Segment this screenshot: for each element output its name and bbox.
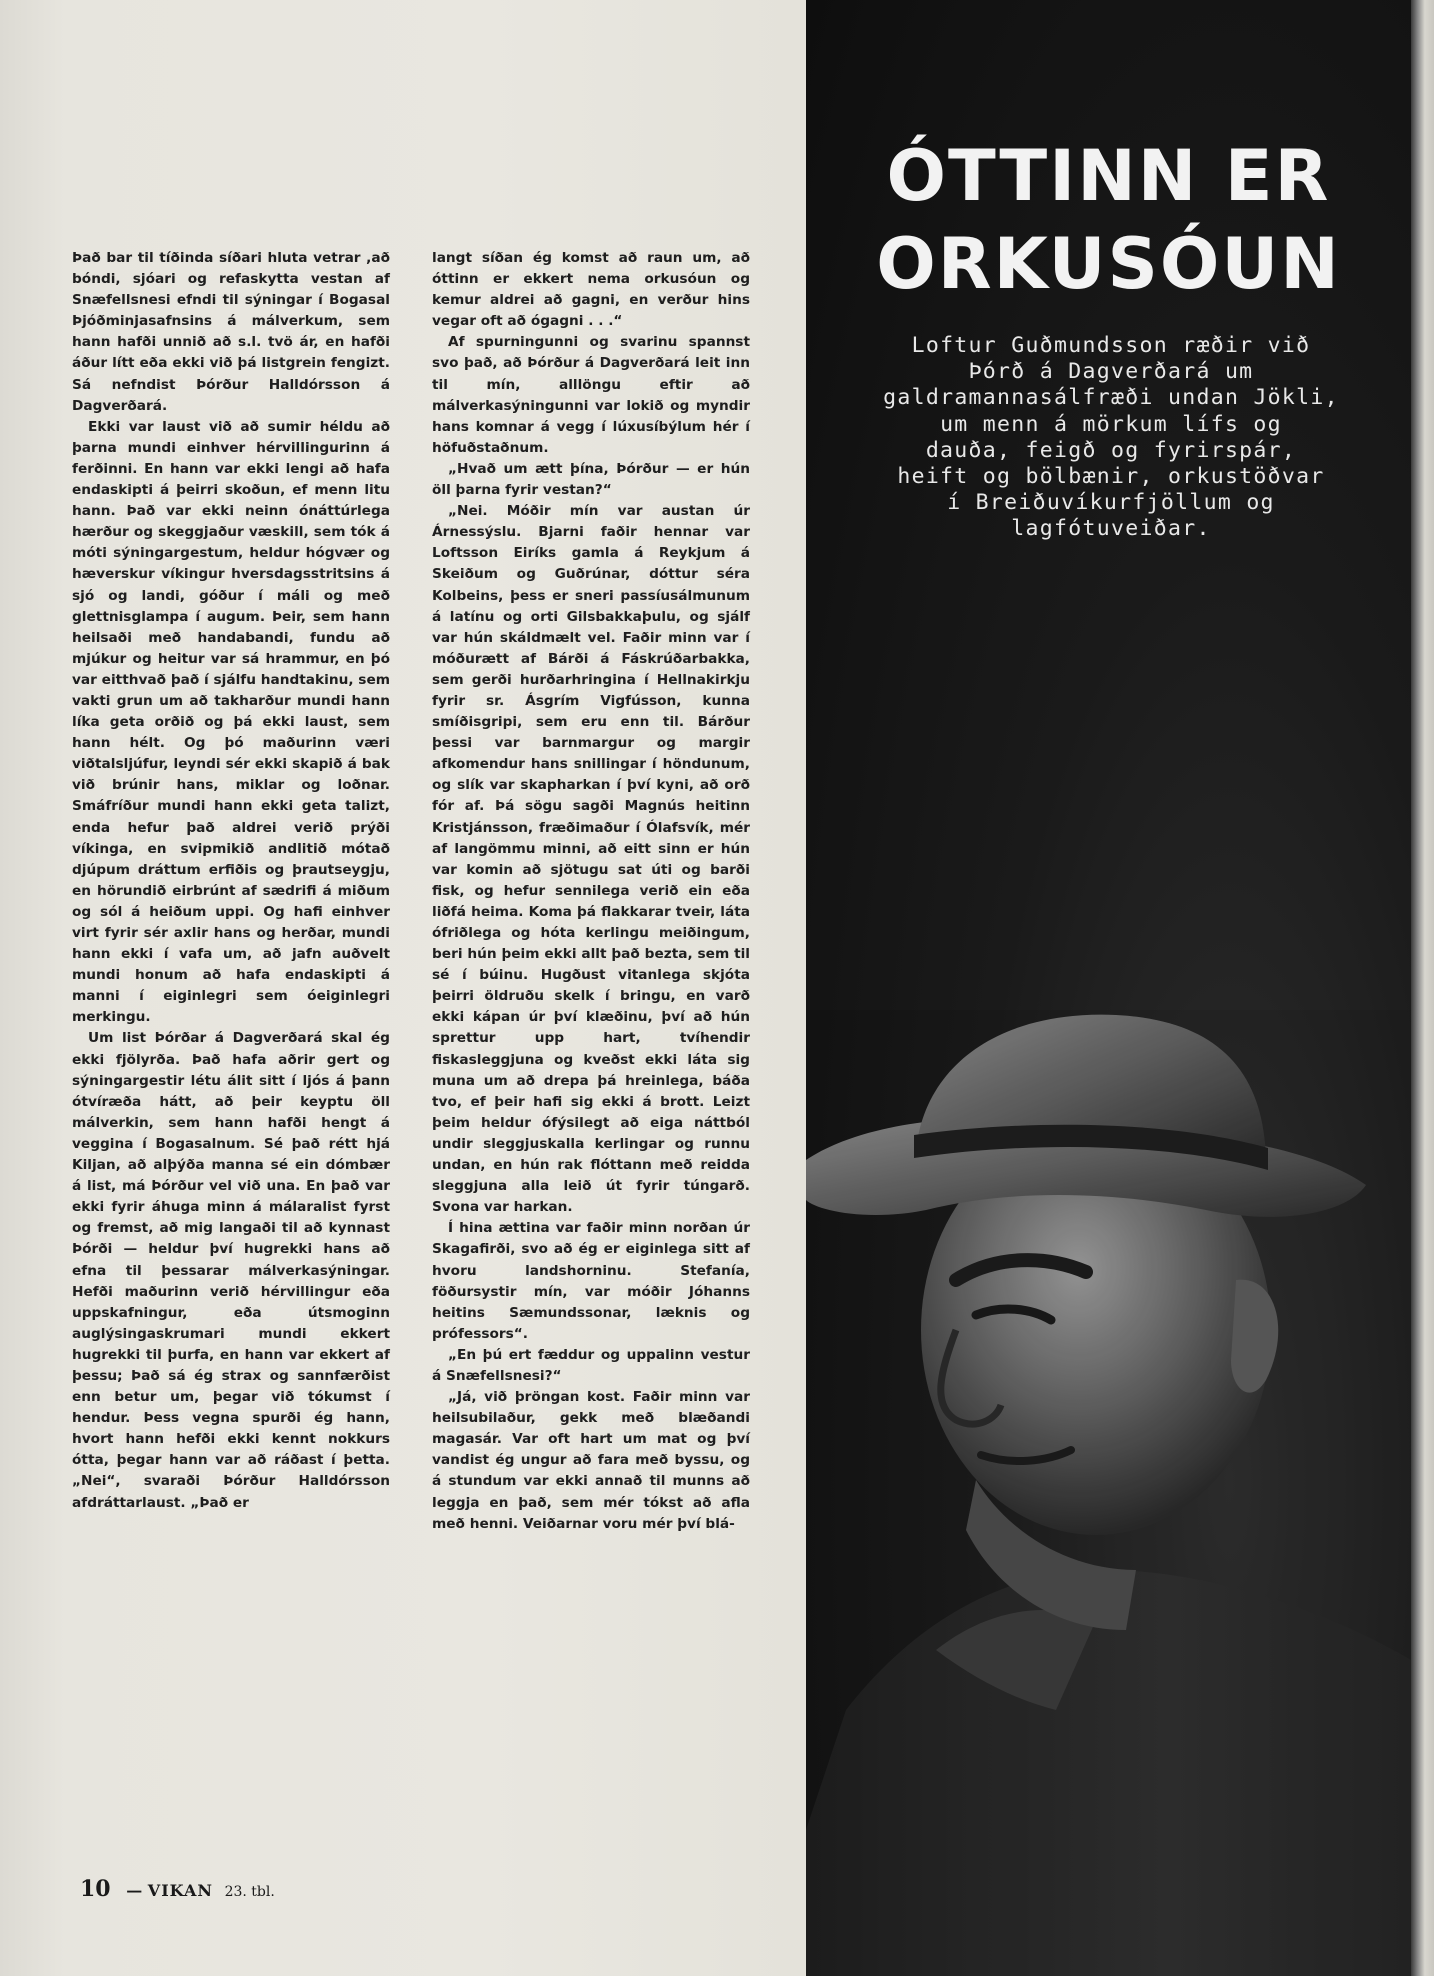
issue-number: 23. tbl.	[224, 1884, 275, 1900]
subtitle-line: Þórð á Dagverðará um	[968, 359, 1254, 385]
subtitle-line: galdramannasálfræði undan Jökli,	[883, 385, 1339, 411]
paragraph: „Nei. Móðir mín var austan úr Árnessýslu. Bjarni faðir hennar var Loftsson Eiríks gamla á Reykjum á Skeiðum og Guðrúnar, dóttur séra Kolbeins, þess er sneri passíusálmunum á latínu og orti Gilsbakkaþulu, og sjálf var hún skáldmælt vel. Faðir minn var í móðurætt af Bárði á Fáskrúðarbakka, sem gerði hurðarhringina í Hellnakirkju fyrir sr. Ásgrím Vigfússon, kunna smíðisgripi, sem eru enn til. Bárður þessi var barnmargur og margir afkomendur hans snillingar í höndunum, og slík var skapharkan í því kyni, að orð fór af. Þá sögu sagði Magnús heitinn Kristjánsson, fræðimaður í Ólafsvík, mér af langömmu minni, að eitt sinn er hún var komin að sjötugu sat úti og barði fisk, og hefur sennilega verið ein eða liðfá heima. Koma þá flakkarar tveir, láta ófriðlega og hóta kerlingu meiðingum, beri hún þeim ekki allt það bezta, sem til sé í búinu. Hugðust vitanlega skjóta þeirri öldruðu skelk í bringu, en varð ekki kápan úr því klæðinu, því að hún sprettur upp hart, tvíhendir fiskasleggjuna og kveðst ekki láta sig muna um að drepa þá hreinlega, báða tvo, ef þeir hafi sig ekki á brott. Leizt þeim heldur ófýsilegt að eiga náttból undir sleggjuskalla kerlingar og runnu undan, en hún rak flóttann með reidda sleggjuna alla leið út fyrir túngarð. Svona var harkan.	[432, 503, 750, 1216]
subtitle-line: í Breiðuvíkurfjöllum og	[947, 490, 1275, 516]
footer-separator: —	[126, 1881, 143, 1900]
paragraph: Það bar til tíðinda síðari hluta vetrar ,að bóndi, sjóari og refaskytta vestan af Snæfellsnesi efndi til sýningar í Bogasal Þjóðminjasafnsins á málverkum, sem hann hafði unnið að s.l. tvö ár, en hafði áður lítt eða ekki við þá listgrein fengizt. Sá nefndist Þórður Halldórsson á Dagverðará.	[72, 250, 390, 414]
subtitle-line: um menn á mörkum lífs og	[940, 411, 1282, 437]
portrait-photo	[806, 1010, 1411, 1976]
paragraph: „Já, við þröngan kost. Faðir minn var heilsubilaður, gekk með blæðandi magasár. Var oft hart um mat og því vandist ég ungur að fara með byssu, og á stundum var ekki annað til munns að leggja en það, sem mér tókst að afla með henni. Veiðarnar voru mér því blá-	[432, 1389, 750, 1532]
paragraph: „Hvað um ætt þína, Þórður — er hún öll þarna fyrir vestan?“	[432, 460, 750, 499]
subtitle-line: dauða, feigð og fyrirspár,	[925, 437, 1297, 463]
subtitle-line: heift og bölbænir, orkustöðvar	[897, 464, 1325, 490]
article-column-right	[432, 248, 750, 1535]
page-number: 10	[80, 1876, 111, 1902]
paragraph: Ekki var laust við að sumir héldu að þarna mundi einhver hérvillingurinn á ferðinni. En hann var ekki lengi að hafa endaskipti á þeirri skoðun, ef menn litu hann. Það var ekki neinn ónáttúrlega hærður og skeggjaður væskill, sem tók á móti sýningargestum, heldur hógvær og hæverskur víkingur hversdagsstritsins á sjó og landi, góður í máli og með glettnisglampa í augum. Þeir, sem hann heilsaði með handabandi, fundu að mjúkur og heitur var sá hrammur, en þó var eitthvað það í sjálfu handtakinu, sem vakti grun um að takharður mundi hann líka geta orðið og þá ekki laust, sem hann hélt. Og þó maðurinn væri viðtalsljúfur, leyndi sér ekki skapið á bak við brúnir hans, miklar og loðnar. Smáfríður mundi hann ekki geta talizt, enda hefur það aldrei verið prýði víkinga, en svipmikið andlitið mótað djúpum dráttum erfiðis og þrautseygju, en hörundið eirbrúnt af sædrifi á miðum og sól á heiðum uppi. Og hafi einhver virt fyrir sér axlir hans og herðar, mundi hann ekki í vafa um, að jafn auðvelt mundi honum að hafa endaskipti á manni í eiginlegri sem óeiginlegri merkingu.	[72, 418, 390, 1026]
magazine-name: VIKAN	[147, 1881, 213, 1900]
paragraph: „En þú ert fæddur og uppalinn vestur á Snæfellsnesi?“	[432, 1346, 750, 1384]
article-title	[806, 132, 1411, 308]
photo-grain-overlay	[806, 1010, 1411, 1976]
title-line: ÓTTINN ER	[886, 135, 1331, 217]
subtitle-line: Loftur Guðmundsson ræðir við	[911, 333, 1311, 358]
title-line: ORKUSÓUN	[876, 223, 1341, 305]
paragraph: langt síðan ég komst að raun um, að óttinn er ekkert nema orkusóun og kemur aldrei að gagni, en verður hins vegar oft að ógagni . . .“	[432, 250, 750, 330]
page-edge	[1411, 0, 1434, 1976]
paragraph: Um list Þórðar á Dagverðará skal ég ekki fjölyrða. Það hafa aðrir gert og sýningargestir létu álit sitt í ljós á þann ótvíræða hátt, að þeir keyptu öll málverkin, sem hann hafði hengt á veggina í Bogasalnum. Sé það rétt hjá Kiljan, að alþýða manna sé ein dómbær á list, má Þórður vel við una. En það var ekki fyrir áhuga minn á málaralist fyrst og fremst, að mig langaði til að kynnast Þórði — heldur því hugrekki hans að efna til þessarar málverkasýningar. Hefði maðurinn verið hérvillingur eða uppskafningur, eða útsmoginn auglýsingaskrumari mundi ekkert hugrekki til þurfa, en hann var ekkert af þessu; Það sá ég strax og sannfærðist enn betur um, þegar við tókumst í hendur. Þess vegna spurði ég hann, hvort hann hefði ekki kennt nokkurs ótta, þegar hann var að ráðast í þetta. „Nei“, svaraði Þórður Halldórsson afdráttarlaust. „Það er	[72, 1030, 390, 1511]
page-footer	[80, 1876, 275, 1902]
paragraph: Af spurningunni og svarinu spannst svo það, að Þórður á Dagverðará leit inn til mín, alllöngu eftir að málverkasýningunni var lokið og myndir hans komnar á vegg í lúxusíbýlum hér í höfuðstaðnum.	[432, 334, 750, 456]
subtitle-line: lagfótuveiðar.	[1011, 516, 1211, 542]
article-column-left	[72, 248, 390, 1514]
article-subtitle	[856, 333, 1366, 543]
paragraph: Í hina ættina var faðir minn norðan úr Skagafirði, svo að ég er eiginlega sitt af hvoru landshorninu. Stefanía, föðursystir mín, var móðir Jóhanns heitins Sæmundssonar, læknis og prófessors“.	[432, 1220, 750, 1342]
